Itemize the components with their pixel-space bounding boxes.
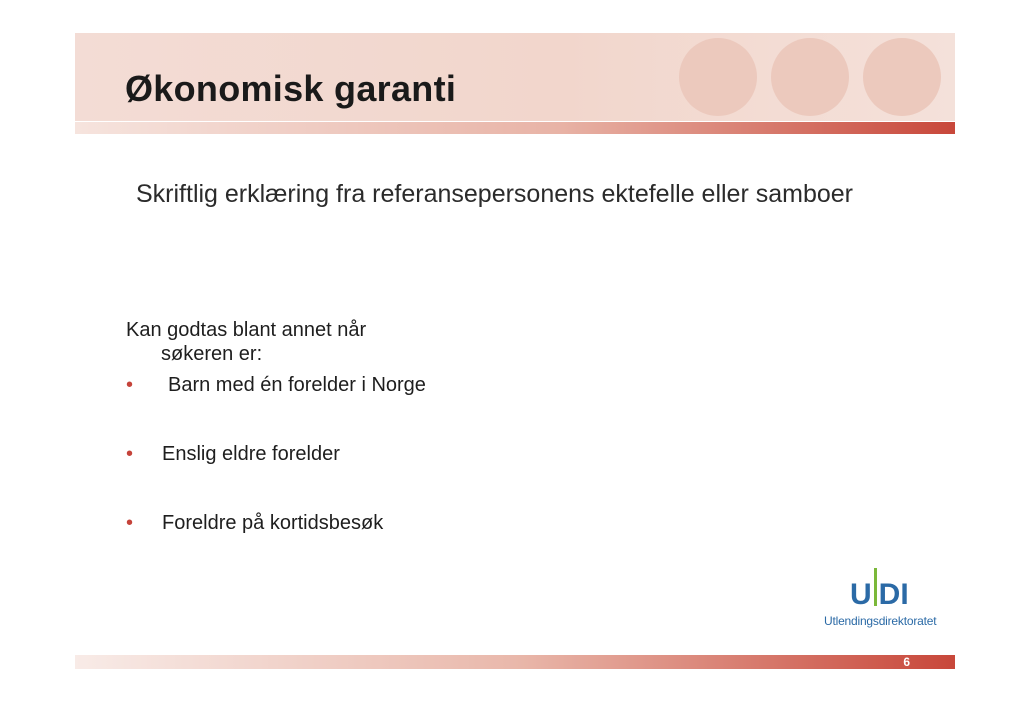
bullet-icon: • (126, 374, 134, 396)
bullet-text: Foreldre på kortidsbesøk (162, 512, 384, 534)
page-number: 6 (903, 655, 910, 669)
footer-rule (75, 655, 955, 669)
title-band (75, 33, 955, 121)
decorative-circle (679, 38, 757, 116)
slide-title: Økonomisk garanti (125, 68, 457, 109)
title-rule (75, 122, 955, 134)
bullet-icon: • (126, 443, 134, 465)
decorative-circles (679, 38, 941, 118)
bullet-item (126, 373, 426, 397)
bullet-item (126, 511, 426, 535)
intro-line-2: søkeren er: (161, 343, 263, 365)
logo-letters-di: DI (878, 578, 909, 611)
bullet-item (126, 442, 426, 466)
logo-divider (874, 568, 877, 606)
logo-mark (850, 580, 909, 610)
bullet-icon: • (126, 512, 134, 534)
bullet-text: Barn med én forelder i Norge (168, 374, 426, 396)
intro-line-1: Kan godtas blant annet når (126, 319, 367, 341)
intro-text (126, 318, 426, 366)
logo-letter-u: U (850, 578, 872, 611)
decorative-circle (863, 38, 941, 116)
decorative-circle (771, 38, 849, 116)
udi-logo (824, 578, 937, 632)
bullet-text: Enslig eldre forelder (162, 443, 340, 465)
slide-subtitle: Skriftlig erklæring fra referansepersonens ektefelle eller samboer (136, 180, 853, 208)
slide-body (126, 318, 426, 535)
logo-tagline: Utlendingsdirektoratet (824, 614, 937, 628)
